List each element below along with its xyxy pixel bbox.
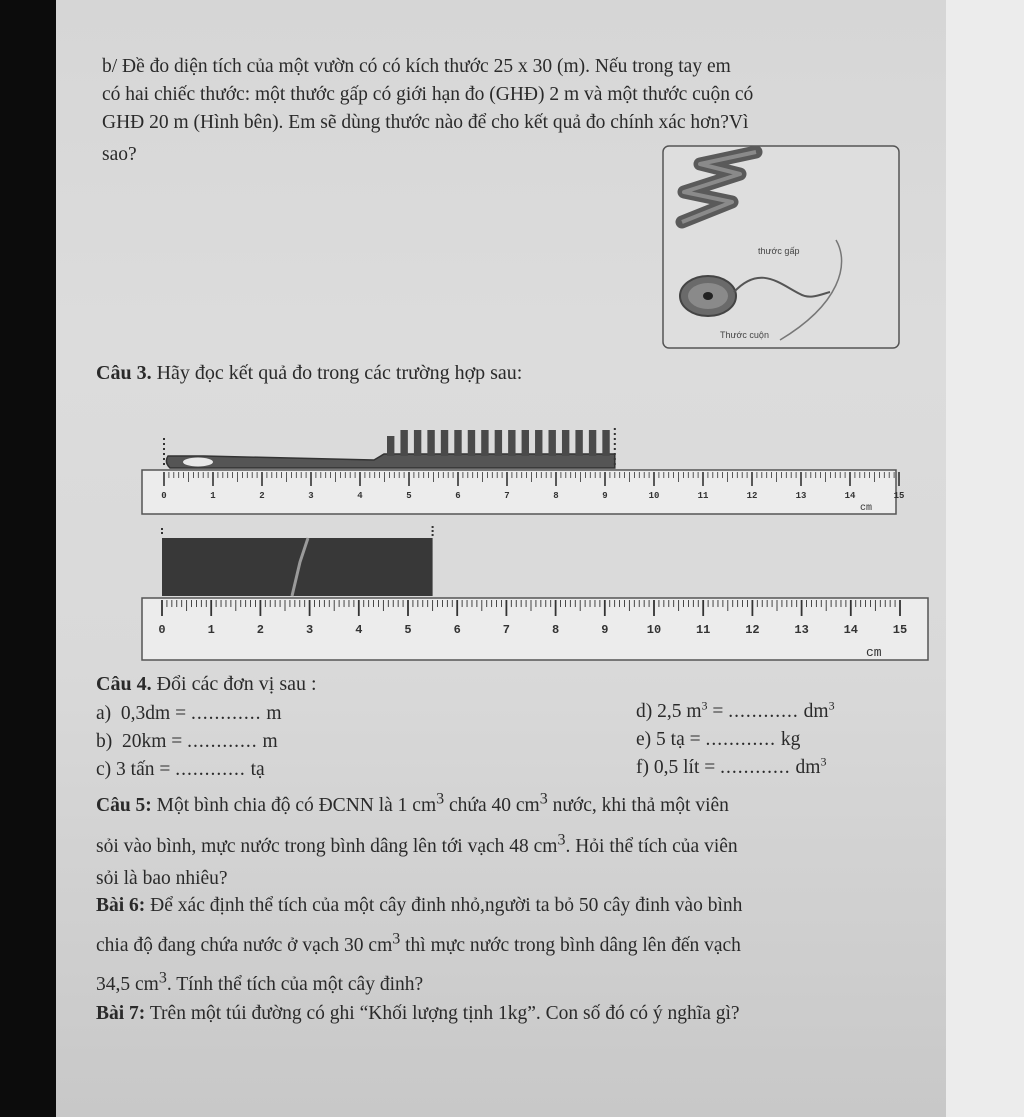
q3-heading: Câu 3. xyxy=(96,362,152,384)
ruler-1-label: 15 xyxy=(893,491,905,501)
b6-line2-a: chia độ đang chứa nước ở vạch 30 cm xyxy=(96,935,393,956)
q4-e-blank: ............ xyxy=(705,729,776,750)
comb-tooth xyxy=(522,430,529,456)
b6-line-3 xyxy=(96,969,424,996)
ruler-2-label: 7 xyxy=(502,623,511,637)
q5-line1-b: chứa 40 cm xyxy=(444,795,540,816)
ruler-1-label: 9 xyxy=(602,491,608,501)
part-b-line-1: b/ Đề đo diện tích của một vườn có có kích thước 25 x 30 (m). Nếu trong tay em xyxy=(102,56,731,77)
ruler-2-label: 3 xyxy=(305,623,314,637)
q4-b-label: b) xyxy=(96,731,113,752)
q4-title xyxy=(96,673,317,696)
ruler-2-label: 2 xyxy=(256,623,265,637)
q3-text: Hãy đọc kết quả đo trong các trường hợp sau: xyxy=(156,362,523,384)
q4-f-expr: 0,5 lít = xyxy=(653,757,716,778)
ruler-2-unit: cm xyxy=(866,645,882,660)
comb-object xyxy=(164,428,615,468)
q4-d-eq: = xyxy=(707,701,724,722)
part-b-line-2: có hai chiếc thước: một thước gấp có giới hạn đo (GHĐ) 2 m và một thước cuộn có xyxy=(102,84,754,105)
q4-item-e xyxy=(636,729,800,751)
q5-line-2 xyxy=(96,831,738,858)
comb-tooth xyxy=(441,430,448,456)
comb-tooth xyxy=(481,430,488,456)
q4-b-expr: 20km = xyxy=(122,731,183,752)
ruler-1-label: 2 xyxy=(259,491,265,501)
q5-line1-a: Một bình chia độ có ĐCNN là 1 cm xyxy=(156,795,437,816)
q4-a-expr: 0,3dm = xyxy=(120,703,187,724)
q5-line-3: sỏi là bao nhiêu? xyxy=(96,868,228,889)
b7-line xyxy=(96,1003,740,1025)
q4-d-exp: 3 xyxy=(701,698,708,713)
ruler-2-label: 5 xyxy=(404,623,412,637)
b6-line3-b: . Tính thể tích của một cây đinh? xyxy=(166,974,424,995)
ruler-2-label: 1 xyxy=(207,623,215,637)
ruler-1-label: 14 xyxy=(844,491,856,501)
q4-f-blank: ............ xyxy=(720,757,791,778)
b6-line-1 xyxy=(96,895,742,917)
comb-tooth xyxy=(562,430,569,456)
comb-tooth xyxy=(427,430,434,456)
q4-d-unit-exp: 3 xyxy=(828,698,835,713)
ruler-1-label: 10 xyxy=(648,491,660,501)
b6-line-2 xyxy=(96,930,741,957)
part-b-line-3: GHĐ 20 m (Hình bên). Em sẽ dùng thước nào để cho kết quả đo chính xác hơn?Vì xyxy=(102,112,749,133)
ruler-2-label: 15 xyxy=(892,623,908,637)
q4-b-blank: ............ xyxy=(187,731,258,752)
ruler-1-label: 6 xyxy=(455,491,461,501)
q5-heading: Câu 5: xyxy=(96,795,152,816)
comb-tooth xyxy=(495,430,502,456)
folding-ruler-label: thước gấp xyxy=(758,246,800,256)
q4-f-label: f) xyxy=(636,757,649,778)
ruler-1-label: 5 xyxy=(406,491,412,501)
ruler-1-label: 8 xyxy=(553,491,559,501)
q4-item-d xyxy=(636,698,835,723)
ruler-1-label: 12 xyxy=(746,491,758,501)
comb-tooth xyxy=(575,430,582,456)
q4-item-a xyxy=(96,703,282,725)
q4-c-unit: tạ xyxy=(250,759,265,780)
b6-exp-2: 3 xyxy=(158,969,167,987)
ruler-figure xyxy=(660,144,904,352)
q4-a-unit: m xyxy=(266,703,282,724)
q4-f-unit-exp: 3 xyxy=(820,754,827,769)
q3-title xyxy=(96,362,522,385)
q5-exp-2: 3 xyxy=(539,790,548,808)
q4-d-expr: 2,5 m xyxy=(657,701,702,722)
q4-c-blank: ............ xyxy=(175,759,246,780)
comb-tooth xyxy=(387,436,394,456)
comb-tooth xyxy=(549,430,556,456)
ruler-2-label: 10 xyxy=(646,623,662,637)
tape-measure-label: Thước cuộn xyxy=(720,330,769,340)
q4-text: Đổi các đơn vị sau : xyxy=(156,673,317,695)
comb-tooth xyxy=(508,430,515,456)
q4-heading: Câu 4. xyxy=(96,673,152,695)
part-b-line-4: sao? xyxy=(102,144,137,165)
ruler-2-label: 0 xyxy=(158,623,166,637)
comb-tooth xyxy=(454,430,461,456)
q4-item-b xyxy=(96,731,278,753)
q4-f-unit: dm xyxy=(795,757,821,778)
comb-body xyxy=(166,454,614,468)
q4-e-unit: kg xyxy=(780,729,801,750)
ruler-2-label: 14 xyxy=(843,623,859,637)
ruler-2-label: 6 xyxy=(453,623,461,637)
q4-item-f xyxy=(636,754,827,779)
b6-line1: Để xác định thể tích của một cây đinh nhỏ,người ta bỏ 50 cây đinh vào bình xyxy=(150,895,743,916)
b6-line2-b: thì mực nước trong bình dâng lên đến vạch xyxy=(400,935,741,956)
ruler-2-label: 8 xyxy=(551,623,560,637)
q4-b-unit: m xyxy=(262,731,278,752)
right-margin-strip xyxy=(946,0,1024,1117)
b6-line3-a: 34,5 cm xyxy=(96,974,159,995)
comb-hole xyxy=(183,458,213,467)
ruler-2-figure xyxy=(140,522,932,662)
b7-text: Trên một túi đường có ghi “Khối lượng tịnh 1kg”. Con số đó có ý nghĩa gì? xyxy=(149,1003,740,1024)
q4-c-label: c) xyxy=(96,759,112,780)
ruler-2-label: 9 xyxy=(601,623,609,637)
q4-a-blank: ............ xyxy=(190,703,262,724)
ruler-1-unit: cm xyxy=(860,503,873,514)
comb-tooth xyxy=(468,430,475,456)
q5-line2-a: sỏi vào bình, mực nước trong bình dâng lên tới vạch 48 cm xyxy=(96,836,558,857)
ruler-1-figure xyxy=(140,424,905,520)
q5-exp-3: 3 xyxy=(557,831,566,849)
ruler-1-label: 11 xyxy=(697,491,709,501)
q4-d-unit: dm xyxy=(803,701,829,722)
q4-e-label: e) xyxy=(636,729,652,750)
b6-exp-1: 3 xyxy=(392,930,401,948)
ruler-1-label: 0 xyxy=(161,491,167,501)
ruler-1-label: 13 xyxy=(795,491,807,501)
ruler-2-label: 13 xyxy=(794,623,809,637)
b7-heading: Bài 7: xyxy=(96,1003,146,1024)
ruler-1-label: 3 xyxy=(308,491,314,501)
q4-item-c xyxy=(96,759,265,781)
ruler-2-label: 4 xyxy=(355,623,363,637)
ruler-1-label: 4 xyxy=(357,491,363,501)
ruler-2-label: 11 xyxy=(695,623,711,637)
comb-tooth xyxy=(602,430,609,456)
q4-c-expr: 3 tấn = xyxy=(116,759,171,780)
q4-a-label: a) xyxy=(96,703,112,724)
q5-line1-c: nước, khi thả một viên xyxy=(547,795,729,816)
q4-e-expr: 5 tạ = xyxy=(656,729,701,750)
ruler-1-label: 7 xyxy=(504,491,510,501)
q5-line2-b: . Hỏi thể tích của viên xyxy=(565,836,738,857)
q4-d-blank: ............ xyxy=(728,701,799,722)
q5-exp-1: 3 xyxy=(436,790,445,808)
comb-tooth xyxy=(414,430,421,456)
q4-d-label: d) xyxy=(636,701,653,722)
b6-heading: Bài 6: xyxy=(96,895,146,916)
ruler-1-label: 1 xyxy=(210,491,216,501)
ruler-1-body xyxy=(142,470,896,514)
ruler-2-label: 12 xyxy=(745,623,760,637)
q5-line-1 xyxy=(96,790,729,817)
comb-tooth xyxy=(535,430,542,456)
comb-tooth xyxy=(400,430,407,456)
comb-tooth xyxy=(589,430,596,456)
